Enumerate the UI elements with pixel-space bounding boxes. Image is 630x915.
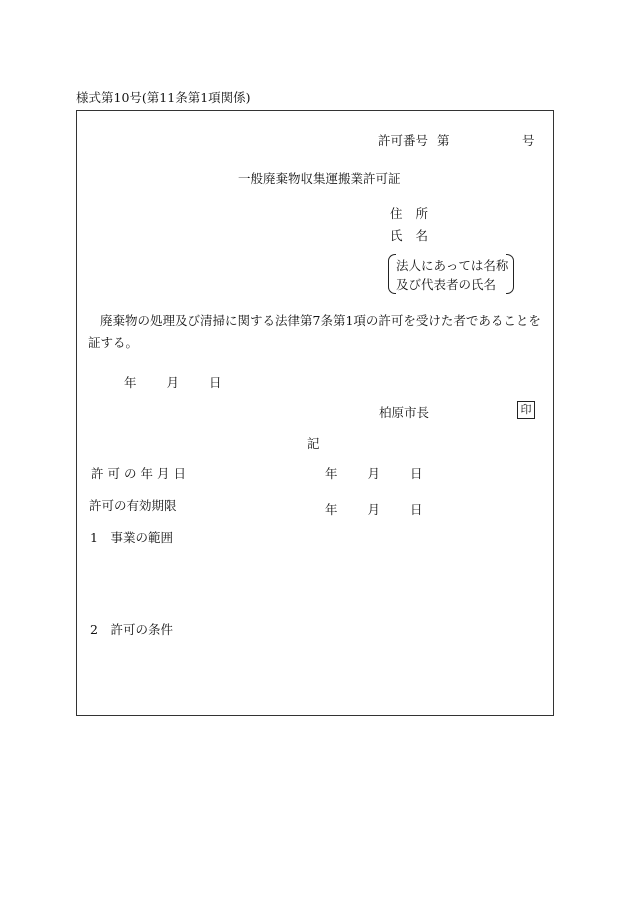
- form-number: 様式第10号(第11条第1項関係): [76, 90, 251, 105]
- corporation-note-line1: 法人にあっては名称: [396, 258, 509, 273]
- issue-date-year: 年: [124, 375, 137, 390]
- issue-date-day: 日: [209, 375, 222, 390]
- certification-text: 廃棄物の処理及び清掃に関する法律第7条第1項の許可を受けた者であることを証する。: [88, 313, 541, 350]
- valid-period-label: 許可の有効期限: [89, 498, 177, 513]
- bracket-left: [388, 254, 396, 294]
- mayor-label: 柏原市長: [379, 405, 430, 420]
- permit-date-value: [325, 464, 423, 482]
- valid-period-year: 年: [325, 502, 338, 517]
- seal-mark: 印: [517, 401, 535, 419]
- name-label: 氏名: [390, 228, 442, 243]
- permit-number-go: 号: [522, 133, 535, 148]
- valid-period-day: 日: [410, 502, 423, 517]
- issue-date: [124, 373, 222, 391]
- corporation-note-line2: 及び代表者の氏名: [396, 277, 497, 292]
- issue-date-month: 月: [166, 375, 180, 390]
- document-title: 一般廃棄物収集運搬業許可証: [238, 171, 401, 186]
- permit-date-day: 日: [410, 466, 423, 481]
- permit-number-label: 許可番号: [378, 133, 429, 148]
- permit-date-month: 月: [367, 466, 381, 481]
- ki-label: 記: [307, 436, 320, 451]
- corporation-note: [388, 253, 514, 295]
- valid-period-value: [325, 500, 423, 518]
- permit-number-dai: 第: [437, 133, 450, 148]
- address-label: 住所: [390, 206, 442, 221]
- permit-conditions-label: 2 許可の条件: [90, 622, 173, 637]
- bracket-right: [506, 254, 514, 294]
- valid-period-month: 月: [367, 502, 381, 517]
- permit-date-year: 年: [325, 466, 338, 481]
- permit-date-label: 許可の年月日: [91, 466, 191, 481]
- business-scope-label: 1 事業の範囲: [90, 530, 173, 545]
